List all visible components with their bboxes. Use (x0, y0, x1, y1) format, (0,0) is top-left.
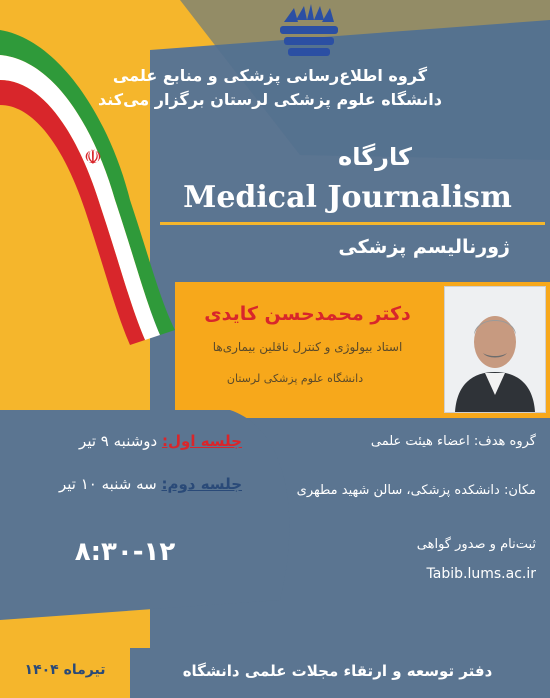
session-1-label: جلسه اول: (162, 432, 242, 450)
workshop-title-fa: ژورنالیسم پزشکی (338, 236, 510, 258)
session-1-value: دوشنبه ۹ تیر (79, 432, 158, 450)
registration-website-link[interactable]: Tabib.lums.ac.ir (426, 566, 536, 582)
university-emblem-icon (274, 4, 344, 62)
header-line-1: گروه اطلاع‌رسانی پزشکی و منابع علمی (112, 66, 428, 85)
session-2-value: سه شنبه ۱۰ تیر (59, 475, 157, 493)
session-1 (10, 432, 242, 450)
speaker-affiliation: دانشگاه علوم پزشکی لرستان (226, 372, 364, 385)
workshop-label: کارگاه (338, 143, 412, 171)
footer-office: دفتر توسعه و ارتقاء مجلات علمی دانشگاه (182, 662, 493, 680)
session-2-label: جلسه دوم: (161, 475, 242, 493)
speaker-title: استاد بیولوژی و کنترل ناقلین بیماری‌ها (212, 340, 403, 354)
location-text: مکان: دانشکده پزشکی، سالن شهید مطهری (296, 483, 536, 498)
session-time: ۸:۳۰-۱۲ (74, 537, 176, 567)
workshop-title-en: Medical Journalism (183, 180, 512, 215)
session-2 (10, 475, 242, 493)
audience-text: گروه هدف: اعضاء هیئت علمی (370, 434, 536, 449)
speaker-portrait-icon (445, 287, 545, 412)
speaker-photo (444, 286, 546, 413)
speaker-name: دکتر محمدحسن کایدی (204, 303, 411, 325)
footer-date: تیرماه ۱۴۰۴ (24, 662, 106, 678)
header-line-2: دانشگاه علوم پزشکی لرستان برگزار می‌کند (98, 90, 442, 109)
registration-text: ثبت‌نام و صدور گواهی (416, 537, 536, 552)
university-logo (274, 4, 344, 62)
title-underline (160, 222, 545, 225)
iran-flag-emblem-icon: ☫ (84, 145, 102, 169)
